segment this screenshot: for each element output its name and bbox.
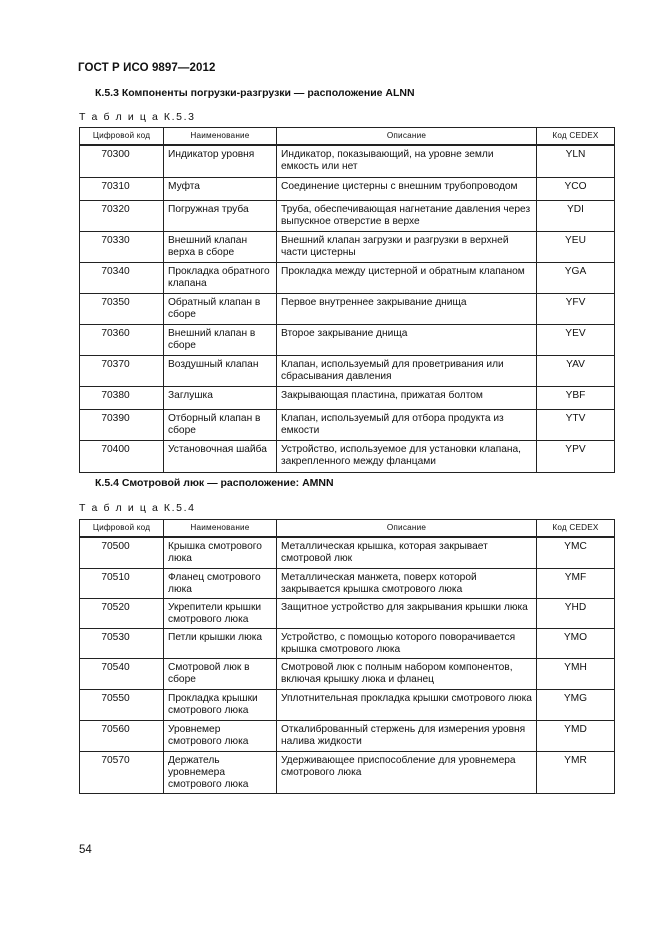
table-row <box>80 293 615 324</box>
cell-description: Устройство, используемое для установки клапана, закрепленного между фланцами <box>277 440 537 472</box>
column-header-code: Цифровой код <box>80 520 164 538</box>
cell-name: Муфта <box>164 177 277 200</box>
cell-name: Отборный клапан в сборе <box>164 409 277 440</box>
table-row <box>80 200 615 231</box>
page-number: 54 <box>79 844 92 856</box>
table-row <box>80 145 615 177</box>
column-header-cedex: Код CEDEX <box>537 520 615 538</box>
cell-code: 70560 <box>80 720 164 751</box>
cell-name: Прокладка обратного клапана <box>164 262 277 293</box>
cell-cedex: YBF <box>537 386 615 409</box>
cell-description: Смотровой люк с полным набором компонентов, включая крышку люка и фланец <box>277 658 537 689</box>
cell-name: Индикатор уровня <box>164 145 277 177</box>
cell-name: Обратный клапан в сборе <box>164 293 277 324</box>
table-row <box>80 386 615 409</box>
cell-cedex: YMH <box>537 658 615 689</box>
column-header-code: Цифровой код <box>80 128 164 146</box>
table-label-k54: Т а б л и ц а К.5.4 <box>79 502 196 514</box>
cell-name: Установочная шайба <box>164 440 277 472</box>
cell-description: Закрывающая пластина, прижатая болтом <box>277 386 537 409</box>
cell-description: Прокладка между цистерной и обратным клапаном <box>277 262 537 293</box>
cell-description: Второе закрывание днища <box>277 324 537 355</box>
cell-code: 70520 <box>80 598 164 628</box>
cell-cedex: YMO <box>537 628 615 658</box>
section-heading-k54: К.5.4 Смотровой люк — расположение: AMNN <box>95 477 334 489</box>
cell-description: Клапан, используемый для отбора продукта из емкости <box>277 409 537 440</box>
cell-cedex: YMR <box>537 751 615 793</box>
cell-cedex: YMC <box>537 537 615 568</box>
table-row <box>80 628 615 658</box>
cell-cedex: YHD <box>537 598 615 628</box>
cell-code: 70540 <box>80 658 164 689</box>
cell-name: Прокладка крышки смотрового люка <box>164 689 277 720</box>
table-row <box>80 537 615 568</box>
cell-name: Смотровой люк в сборе <box>164 658 277 689</box>
cell-name: Воздушный клапан <box>164 355 277 386</box>
table-row <box>80 720 615 751</box>
cell-name: Держатель уровнемера смотрового люка <box>164 751 277 793</box>
cell-code: 70390 <box>80 409 164 440</box>
cell-description: Труба, обеспечивающая нагнетание давления через выпускное отверстие в верхе <box>277 200 537 231</box>
section-heading-k53: К.5.3 Компоненты погрузки-разгрузки — расположение ALNN <box>95 87 415 99</box>
cell-description: Индикатор, показывающий, на уровне земли емкость или нет <box>277 145 537 177</box>
cell-cedex: YTV <box>537 409 615 440</box>
column-header-description: Описание <box>277 520 537 538</box>
cell-name: Уровнемер смотрового люка <box>164 720 277 751</box>
cell-description: Соединение цистерны с внешним трубопроводом <box>277 177 537 200</box>
cell-cedex: YAV <box>537 355 615 386</box>
cell-name: Петли крышки люка <box>164 628 277 658</box>
cell-code: 70400 <box>80 440 164 472</box>
table-k54 <box>79 519 615 794</box>
cell-name: Фланец смотрового люка <box>164 568 277 598</box>
table-row <box>80 262 615 293</box>
cell-description: Первое внутреннее закрывание днища <box>277 293 537 324</box>
cell-description: Уплотнительная прокладка крышки смотрового люка <box>277 689 537 720</box>
column-header-cedex: Код CEDEX <box>537 128 615 146</box>
cell-cedex: YCO <box>537 177 615 200</box>
cell-cedex: YMG <box>537 689 615 720</box>
cell-code: 70570 <box>80 751 164 793</box>
table-row <box>80 231 615 262</box>
cell-code: 70340 <box>80 262 164 293</box>
cell-name: Внешний клапан в сборе <box>164 324 277 355</box>
cell-cedex: YLN <box>537 145 615 177</box>
table-row <box>80 409 615 440</box>
cell-description: Устройство, с помощью которого поворачивается крышка смотрового люка <box>277 628 537 658</box>
cell-description: Металлическая манжета, поверх которой закрывается крышка смотрового люка <box>277 568 537 598</box>
cell-code: 70530 <box>80 628 164 658</box>
cell-cedex: YGA <box>537 262 615 293</box>
cell-name: Заглушка <box>164 386 277 409</box>
column-header-name: Наименование <box>164 128 277 146</box>
document-header: ГОСТ Р ИСО 9897—2012 <box>78 62 216 74</box>
table-row <box>80 440 615 472</box>
cell-description: Внешний клапан загрузки и разгрузки в верхней части цистерны <box>277 231 537 262</box>
table-row <box>80 324 615 355</box>
cell-cedex: YFV <box>537 293 615 324</box>
cell-name: Крышка смотрового люка <box>164 537 277 568</box>
cell-cedex: YEV <box>537 324 615 355</box>
cell-name: Укрепители крышки смотрового люка <box>164 598 277 628</box>
column-header-name: Наименование <box>164 520 277 538</box>
table-row <box>80 355 615 386</box>
cell-cedex: YMD <box>537 720 615 751</box>
cell-cedex: YPV <box>537 440 615 472</box>
cell-description: Защитное устройство для закрывания крышки люка <box>277 598 537 628</box>
table-row <box>80 568 615 598</box>
cell-description: Удерживающее приспособление для уровнемера смотрового люка <box>277 751 537 793</box>
cell-name: Внешний клапан верха в сборе <box>164 231 277 262</box>
cell-code: 70360 <box>80 324 164 355</box>
table-row <box>80 689 615 720</box>
table-row <box>80 658 615 689</box>
cell-code: 70300 <box>80 145 164 177</box>
cell-code: 70350 <box>80 293 164 324</box>
cell-cedex: YDI <box>537 200 615 231</box>
cell-code: 70510 <box>80 568 164 598</box>
cell-code: 70370 <box>80 355 164 386</box>
table-row <box>80 751 615 793</box>
table-k53 <box>79 127 615 473</box>
table-row <box>80 177 615 200</box>
cell-code: 70500 <box>80 537 164 568</box>
cell-description: Клапан, используемый для проветривания или сбрасывания давления <box>277 355 537 386</box>
cell-code: 70550 <box>80 689 164 720</box>
cell-code: 70310 <box>80 177 164 200</box>
table-row <box>80 598 615 628</box>
column-header-description: Описание <box>277 128 537 146</box>
cell-cedex: YMF <box>537 568 615 598</box>
cell-code: 70330 <box>80 231 164 262</box>
cell-code: 70380 <box>80 386 164 409</box>
cell-name: Погружная труба <box>164 200 277 231</box>
cell-description: Откалиброванный стержень для измерения уровня налива жидкости <box>277 720 537 751</box>
table-label-k53: Т а б л и ц а К.5.3 <box>79 111 196 123</box>
cell-code: 70320 <box>80 200 164 231</box>
cell-cedex: YEU <box>537 231 615 262</box>
cell-description: Металлическая крышка, которая закрывает смотровой люк <box>277 537 537 568</box>
